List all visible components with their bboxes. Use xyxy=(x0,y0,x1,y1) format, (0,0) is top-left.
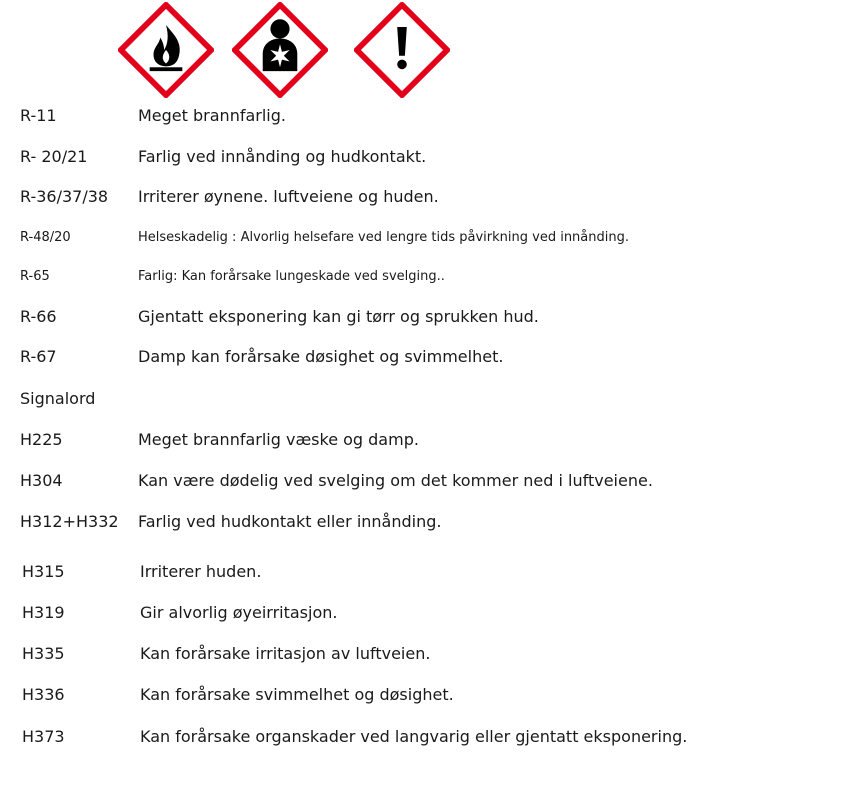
hazard-code: H304 xyxy=(20,471,63,490)
hazard-text: Kan forårsake irritasjon av luftveien. xyxy=(140,644,431,663)
risk-text: Farlig: Kan forårsake lungeskade ved svelging.. xyxy=(138,269,445,284)
risk-code: R- 20/21 xyxy=(20,147,88,166)
hazard-statement-row xyxy=(0,560,843,584)
hazard-text: Farlig ved hudkontakt eller innånding. xyxy=(138,512,442,531)
hazard-code: H315 xyxy=(22,562,65,581)
risk-phrase-row xyxy=(0,145,843,169)
risk-text: Meget brannfarlig. xyxy=(138,106,286,125)
risk-code: R-36/37/38 xyxy=(20,187,109,206)
flame-icon xyxy=(118,2,214,98)
hazard-code: H335 xyxy=(22,644,65,663)
risk-phrase-row xyxy=(0,305,843,329)
hazard-statement-row xyxy=(0,601,843,625)
risk-code: R-66 xyxy=(20,307,57,326)
risk-text: Helseskadelig : Alvorlig helsefare ved lengre tids påvirkning ved innånding. xyxy=(138,230,629,245)
hazard-code: H336 xyxy=(22,685,65,704)
hazard-text: Meget brannfarlig væske og damp. xyxy=(138,430,419,449)
risk-code: R-65 xyxy=(20,269,50,284)
hazard-code: H319 xyxy=(22,603,65,622)
hazard-statement-row xyxy=(0,725,843,749)
risk-phrase-row xyxy=(0,226,843,250)
risk-code: R-67 xyxy=(20,347,57,366)
signal-word-row xyxy=(0,387,843,411)
exclamation-mark-icon xyxy=(354,2,450,98)
risk-code: R-48/20 xyxy=(20,230,71,245)
hazard-text: Kan forårsake svimmelhet og døsighet. xyxy=(140,685,454,704)
signal-word-label: Signalord xyxy=(20,389,96,408)
hazard-text: Kan forårsake organskader ved langvarig eller gjentatt eksponering. xyxy=(140,727,688,746)
hazard-text: Kan være dødelig ved svelging om det kommer ned i luftveiene. xyxy=(138,471,653,490)
hazard-text: Gir alvorlig øyeirritasjon. xyxy=(140,603,338,622)
hazard-code: H312+H332 xyxy=(20,512,119,531)
risk-text: Farlig ved innånding og hudkontakt. xyxy=(138,147,427,166)
risk-phrase-row xyxy=(0,265,843,289)
health-hazard-icon xyxy=(232,2,328,98)
hazard-statement-row xyxy=(0,683,843,707)
hazard-statement-row xyxy=(0,469,843,493)
risk-text: Irriterer øynene. luftveiene og huden. xyxy=(138,187,439,206)
hazard-statement-row xyxy=(0,510,843,534)
risk-phrase-row xyxy=(0,185,843,209)
risk-code: R-11 xyxy=(20,106,57,125)
risk-text: Gjentatt eksponering kan gi tørr og sprukken hud. xyxy=(138,307,539,326)
risk-text: Damp kan forårsake døsighet og svimmelhet. xyxy=(138,347,504,366)
hazard-code: H373 xyxy=(22,727,65,746)
hazard-code: H225 xyxy=(20,430,63,449)
risk-phrase-row xyxy=(0,345,843,369)
risk-phrase-row xyxy=(0,104,843,128)
hazard-statement-row xyxy=(0,428,843,452)
hazard-text: Irriterer huden. xyxy=(140,562,262,581)
hazard-statement-row xyxy=(0,642,843,666)
